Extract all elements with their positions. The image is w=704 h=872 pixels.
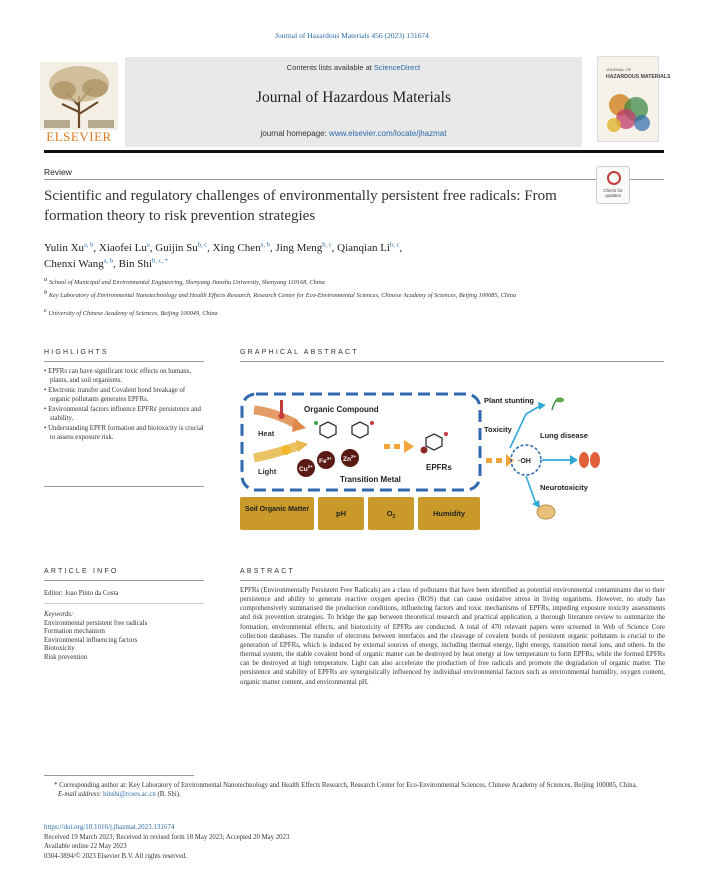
editor-line: Editor: Joao Pinto da Costa: [44, 590, 119, 597]
cu-label: $Cu^{2+}$: [299, 464, 313, 473]
article-title: Scientific and regulatory challenges of environmentally persistent free radicals: From formation theory to risk prevention strategies: [44, 188, 557, 224]
contents-line: [125, 63, 582, 72]
graphical-abstract-heading: GRAPHICAL ABSTRACT: [240, 349, 359, 356]
email-line: [44, 790, 664, 799]
keyword-item: Environmental influencing factors: [44, 636, 138, 644]
heat-arrowhead: [292, 418, 306, 432]
highlight-item: • Understanding EPFR formation and biotoxicity is crucial to assess exposure risk.: [44, 424, 204, 441]
refresh-icon: [607, 171, 621, 185]
contents-prefix: Contents lists available at: [286, 63, 374, 72]
graphical-abstract-rule: [240, 361, 664, 362]
type-rule: [44, 179, 664, 180]
affiliation-mark: a: [44, 275, 48, 283]
author-affiliation-mark[interactable]: b, c: [197, 241, 208, 249]
abstract-text: EPFRs (Environmentally Persistent Free Radicals) are a class of pollutants that have been identified as potential environmental contaminants due to their persistence and ability to generate reactive oxygen species (ROS) that can cause oxidative stress in living organisms. However, no study has comprehensively summarised the production conditions, influencing factors and toxic mechanisms of EPFRs, impeding exposure toxicity assessments and risk prevention strategies. To bridge the gap between theoretical research and practical application, a thorough literature review to summarize the formation, environmental effects, and biotoxicity of EPFRs are conducted. A total of 470 relevant papers were screened in Web of Science Core collection databases. The transfer of electrons between interfaces and the cleavage of covalent bonds of persistent organic pollutants is crucial to the generation of EPFRs, which is induced by external sources of energy, including thermal energy, light energy, transition metal ions, and others. In the thermal system, the stable covalent bond of organic matter can be destroyed by heat energy at low temperature to form EPFRs, while the formed EPFRs can be destroyed at high temperature. Light can also accelerate the production of free radicals and promote the degradation of organic matter. The persistence and stability of EPFRs are synergistically influenced by individual environmental factors such as environmental humidity, oxygen content, organic matter content, and environmental pH.: [240, 587, 665, 686]
available-line: Available online 22 May 2023: [44, 843, 127, 851]
author-name[interactable]: Bin Shi: [118, 258, 152, 270]
citation-line[interactable]: Journal of Hazardous Materials 456 (2023) 131674: [275, 31, 429, 40]
affiliation-text: University of Chinese Academy of Sciences, Beijing 100049, China: [48, 310, 218, 317]
highlights-heading: HIGHLIGHTS: [44, 349, 109, 356]
corresponding-author-note: * Corresponding author at: Key Laboratory of Environmental Nanotechnology and Health Effects Research, Research Center for Eco-Environmental Sciences, Chinese Academy of Sciences, Beijing 100085, China.: [54, 782, 638, 789]
dashed-arrow-segment: [496, 458, 502, 463]
light-arrow: [254, 446, 298, 458]
journal-homepage: [125, 129, 582, 138]
heat-label: Heat: [258, 429, 275, 438]
author-name[interactable]: Guijin Su: [155, 242, 198, 254]
author-affiliation-mark[interactable]: a: [146, 241, 150, 249]
brain-icon: [537, 505, 555, 519]
highlight-item: • Environmental factors influence EPFRs' persistence and stability.: [44, 405, 201, 423]
transition-metal-label: Transition Metal: [340, 475, 401, 484]
highlight-item: • EPFRs can have significant toxic effects on humans, plants, and soil organisms.: [44, 368, 192, 385]
factor-box: [240, 497, 314, 530]
highlight-text: Understanding EPFR formation and biotoxicity is crucial to assess exposure risk.: [48, 424, 204, 441]
radical-dot: [444, 432, 448, 436]
received-line: Received 19 March 2023; Received in revised form 18 May 2023; Accepted 20 May 2023: [44, 834, 290, 841]
highlight-item: • Electronic transfer and Covalent bond breakage of organic pollutants generates EPFRs.: [44, 386, 186, 404]
affiliation-mark: b: [44, 288, 48, 296]
dashed-arrow-segment: [486, 458, 492, 463]
corresponding-footnote: [44, 781, 664, 800]
author-affiliation-mark[interactable]: b, c: [390, 241, 400, 249]
publisher-wordmark[interactable]: ELSEVIER: [46, 129, 112, 144]
affiliation-text: School of Municipal and Environmental Engineering, Shenyang Jianzhu University, Shenyang 110168, China: [48, 279, 325, 286]
affiliation: [44, 306, 624, 318]
highlight-text: Environmental factors influence EPFRs' persistence and stability.: [48, 405, 201, 423]
affiliation-mark: c: [44, 306, 47, 314]
thermometer-icon: [280, 400, 283, 414]
highlights-list: [44, 367, 204, 443]
factor-label: pH: [336, 509, 346, 518]
sciencedirect-link[interactable]: ScienceDirect: [373, 63, 421, 72]
light-arrowhead: [296, 440, 308, 452]
keyword-item: Environmental persistent free radicals: [44, 619, 148, 627]
check-updates-label: Check for updates: [603, 188, 623, 198]
oxygen-atom: [370, 421, 374, 425]
footnote-rule: [44, 775, 194, 776]
light-label: Light: [258, 467, 277, 476]
keywords-heading: Keywords:: [44, 611, 74, 618]
neurotoxicity-label: Neurotoxicity: [540, 483, 588, 492]
sprout-leaf: [556, 398, 564, 403]
cover-title-small: JOURNAL OF: [606, 67, 632, 72]
sun-icon: [281, 445, 291, 455]
epfrs-label: EPFRs: [426, 463, 452, 472]
author-affiliation-mark[interactable]: b, c: [322, 241, 332, 249]
plant-stunting-label: Plant stunting: [484, 396, 534, 405]
dashed-arrow-segment: [384, 444, 390, 449]
article-type: Review: [44, 167, 72, 177]
dashed-arrow-segment: [394, 444, 400, 449]
factor-label: Humidity: [432, 509, 466, 518]
graphical-abstract-figure[interactable]: [240, 380, 664, 530]
metal-atom: [421, 447, 428, 454]
email-link[interactable]: binshi@rcees.ac.cn: [103, 791, 156, 799]
highlights-bottom-rule: [44, 486, 204, 487]
affiliation: [44, 288, 584, 300]
homepage-prefix: journal homepage:: [260, 129, 330, 138]
cover-title-big: HAZARDOUS MATERIALS: [606, 74, 671, 80]
journal-title: Journal of Hazardous Materials: [256, 89, 451, 106]
author-name[interactable]: Jing Meng: [275, 242, 323, 254]
heat-arrow: [254, 410, 296, 424]
benzene-ring-icon: [352, 422, 368, 438]
factor-label: Soil Organic Matter: [244, 506, 310, 513]
keyword-item: Formation mechanism: [44, 628, 105, 636]
keywords-block: [44, 611, 204, 663]
author-affiliation-mark[interactable]: a, b: [260, 241, 271, 249]
author-list: Yulin Xu$^{a, b}$, Xiaofei Lu$^a$, Guijin Su$^{b, c}$, Xing Chen$^{a, b}$, Jing Meng$^{b, c}$, Qianqian Li$^{b, c}$, Chenxi Wang$^{a, b}$, Bin Shi$^{b, c, *}$: [44, 241, 403, 270]
organic-compound-label: Organic Compound: [304, 405, 379, 414]
toxicity-label: Toxicity: [484, 425, 512, 434]
keyword-item: Risk prevention: [44, 653, 88, 661]
lung-icon: [579, 452, 589, 468]
check-for-updates-badge[interactable]: [596, 166, 630, 204]
factor-label: $O_2$: [386, 509, 396, 520]
abstract-rule: [240, 580, 664, 581]
oh-label: ·OH: [518, 458, 531, 465]
article-info-heading: ARTICLE INFO: [44, 568, 119, 575]
author-name[interactable]: Yulin Xu: [44, 242, 85, 254]
editor-rule: [44, 603, 204, 604]
author-affiliation-mark[interactable]: a, b: [84, 241, 94, 249]
publication-dates: [44, 833, 544, 861]
author-affiliation-mark[interactable]: b, c, *: [151, 257, 168, 265]
doi-link[interactable]: https://doi.org/10.1016/j.jhazmat.2023.131674: [44, 823, 175, 831]
author-affiliation-mark[interactable]: a, b: [103, 257, 114, 265]
author-name[interactable]: Chenxi Wang: [44, 258, 104, 270]
zn-label: $Zn^{2+}$: [343, 454, 357, 463]
thermometer-bulb: [279, 413, 285, 419]
dashed-arrowhead: [506, 454, 514, 467]
copyright-line: 0304-3894/© 2023 Elsevier B.V. All rights reserved.: [44, 852, 188, 860]
journal-cover-thumbnail[interactable]: [597, 56, 671, 142]
abstract-heading: ABSTRACT: [240, 568, 295, 575]
author-name[interactable]: Qianqian Li: [337, 242, 391, 254]
dashed-arrowhead: [404, 440, 414, 453]
affiliation-text: Key Laboratory of Environmental Nanotechnology and Health Effects Research, Research Center for Eco-Environmental Sciences, Chinese Academy of Sciences, Beijing 100085, China: [48, 292, 517, 299]
email-suffix: (B. Shi).: [155, 791, 181, 799]
neuro-arrowhead: [532, 500, 540, 508]
highlight-text: EPFRs can have significant toxic effects on humans, plants, and soil organisms.: [48, 368, 192, 385]
author-name[interactable]: Xiaofei Lu: [98, 242, 147, 254]
article-info-rule: [44, 580, 204, 581]
plant-arrowhead: [538, 402, 546, 410]
highlights-rule: [44, 361, 204, 362]
benzene-ring-icon: [320, 422, 336, 438]
author-name[interactable]: Xing Chen: [212, 242, 261, 254]
highlight-text: Electronic transfer and Covalent bond breakage of organic pollutants generates EPFRs.: [48, 386, 186, 404]
lung-arrowhead: [570, 455, 578, 465]
fe-label: $Fe^{3+}$: [319, 456, 332, 465]
lung-disease-label: Lung disease: [540, 431, 588, 440]
lung-icon: [590, 452, 600, 468]
homepage-link[interactable]: www.elsevier.com/locate/jhazmat: [329, 129, 447, 138]
keyword-item: Biotoxicity: [44, 645, 75, 653]
email-label: E-mail address:: [58, 791, 104, 799]
affiliation: [44, 275, 624, 287]
header-rule: [44, 150, 664, 153]
chlorine-atom: [314, 421, 318, 425]
epfr-ring-icon: [426, 434, 442, 450]
neuro-arrow: [526, 476, 536, 504]
plant-arrow: [510, 406, 540, 448]
